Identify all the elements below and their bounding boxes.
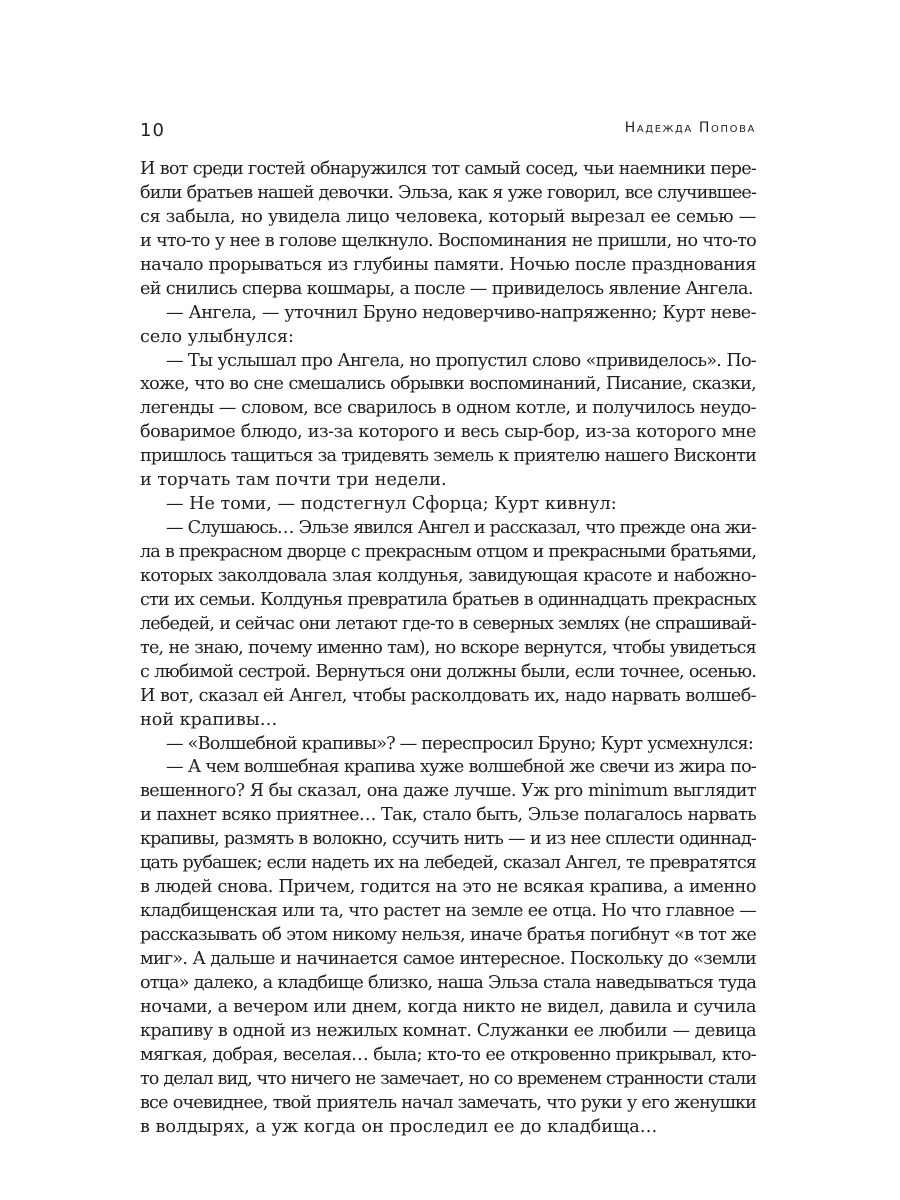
text-line: и торчать там почти три недели. (140, 470, 447, 491)
text-line: которых заколдовала злая колдунья, завидующая красоте и набожно- (140, 565, 756, 586)
text-line: — А чем волшебная крапива хуже волшебной же свечи из жира по- (166, 757, 756, 778)
text-line: — Ты услышал про Ангела, но пропустил слово «привиделось». По- (166, 350, 756, 371)
text-line: били братьев нашей девочки. Эльза, как я уже говорил, все случившее- (140, 182, 756, 203)
text-line: с любимой сестрой. Вернуться они должны были, если точнее, осенью. (140, 661, 756, 682)
text-line: — Не томи, — подстегнул Сфорца; Курт кивнул: (166, 494, 617, 515)
page-number: 10 (140, 120, 165, 141)
text-line: — Ангела, — уточнил Бруно недоверчиво-напряженно; Курт неве- (166, 302, 756, 323)
text-line: пришлось тащиться за тридевять земель к приятелю нашего Висконти (140, 446, 756, 467)
text-line: сти их семьи. Колдунья превратила братьев в одиннадцать прекрасных (140, 589, 756, 610)
text-line: рассказывать об этом никому нельзя, иначе братья погибнут «в тот же (140, 925, 756, 945)
text-line: и что-то у нее в голове щелкнуло. Воспоминания не пришли, но что-то (140, 230, 756, 251)
text-line: мягкая, добрая, веселая… была; кто-то ее откровенно прикрывал, кто- (140, 1044, 756, 1065)
text-line: — «Волшебной крапивы»? — переспросил Бруно; Курт усмехнулся: (166, 733, 754, 754)
text-line: миг». А дальше и начинается самое интересное. Поскольку до «земли (140, 948, 756, 969)
text-line: ей снились сперва кошмары, а после — привиделось явление Ангела. (140, 278, 753, 299)
text-line: ла в прекрасном дворце с прекрасным отцом и прекрасными братьями, (140, 542, 756, 562)
text-line: отца» далеко, а кладбище близко, наша Эльза стала наведываться туда (140, 972, 756, 993)
text-line: начало прорываться из глубины памяти. Ночью после празднования (140, 254, 756, 275)
text-line: хоже, что во сне смешались обрывки воспоминаний, Писание, сказки, (140, 374, 756, 395)
text-line: то делал вид, что ничего не замечает, но со временем странности стали (140, 1068, 756, 1089)
text-line: крапивы, размять в волокно, ссучить нить — и из нее сплести одиннад- (140, 829, 756, 850)
text-line: те, не знаю, почему именно там), но вскоре вернутся, чтобы увидеться (140, 637, 756, 658)
text-line: И вот среди гостей обнаружился тот самый сосед, чьи наемники пере- (140, 159, 756, 179)
text-line: крапиву в одной из нежилых комнат. Служанки ее любили — девица (140, 1020, 756, 1041)
text-line: все очевиднее, твой приятель начал замечать, что руки у его женушки (140, 1092, 756, 1113)
text-line: цать рубашек; если надеть их на лебедей, сказал Ангел, те превратятся (140, 853, 756, 874)
running-head (140, 120, 756, 144)
text-line: легенды — словом, все сварилось в одном котле, и получилось неудо- (140, 398, 756, 419)
text-line: ся забыла, но увидела лицо человека, который вырезал ее семью — (140, 206, 756, 227)
text-line: лебедей, и сейчас они летают где-то в северных землях (не спрашивай- (140, 613, 756, 634)
text-line: и пахнет всяко приятнее… Так, стало быть, Эльзе полагалось нарвать (140, 805, 756, 826)
running-head-author: Надежда Попова (624, 120, 756, 136)
text-line: в волдырях, а уж когда он проследил ее до кладбища… (140, 1116, 658, 1137)
text-line: боваримое блюдо, из-за которого и весь сыр-бор, из-за которого мне (140, 422, 756, 443)
text-line: И вот, сказал ей Ангел, чтобы расколдовать их, надо нарвать волшеб- (140, 685, 756, 706)
text-line: кладбищенская или та, что растет на земле ее отца. Но что главное — (140, 901, 756, 922)
text-line: село улыбнулся: (140, 326, 294, 347)
text-line: в людей снова. Причем, годится на это не всякая крапива, а именно (140, 877, 756, 898)
text-line: ночами, а вечером или днем, когда никто не видел, давила и сучила (140, 996, 756, 1017)
body-text (140, 158, 756, 1139)
text-line: вешенного? Я бы сказал, она даже лучше. Уж pro minimum выглядит (140, 781, 756, 802)
text-line: ной крапивы… (140, 709, 278, 730)
text-line: — Слушаюсь… Эльзе явился Ангел и рассказал, что прежде она жи- (166, 518, 756, 539)
